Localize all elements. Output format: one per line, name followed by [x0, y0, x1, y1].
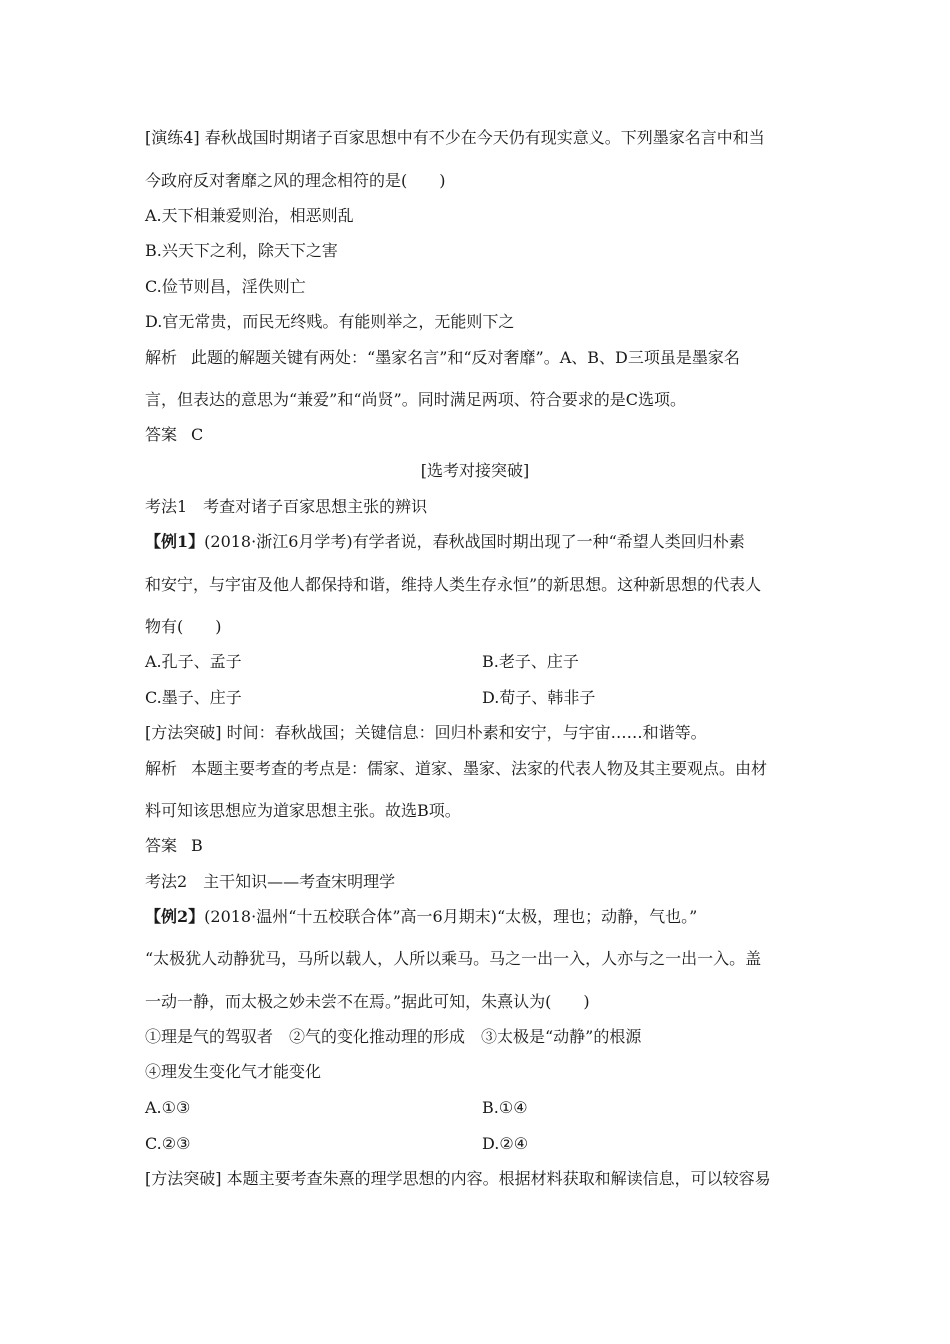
drill4-stem-line1: [演练4] 春秋战国时期诸子百家思想中有不少在今天仍有现实意义。下列墨家名言中和当: [145, 128, 765, 147]
example1-analysis-line1: [145, 758, 767, 780]
answer-label: 答案: [145, 425, 178, 444]
example1-analysis-line2: 料可知该思想应为道家思想主张。故选B项。: [145, 801, 461, 820]
example1-stem-line3: 物有( ): [145, 617, 222, 636]
example1-option-c: C.墨子、庄子: [145, 688, 242, 707]
method2-heading: 考法2 主干知识——考查宋明理学: [145, 872, 396, 891]
answer-value: B: [191, 836, 203, 855]
drill4-option-a: A.天下相兼爱则治，相恶则乱: [145, 206, 354, 225]
example1-method: [方法突破] 时间：春秋战国；关键信息：回归朴素和安宁，与宇宙……和谐等。: [145, 723, 707, 742]
answer-value: C: [191, 425, 204, 444]
analysis-label: 解析: [145, 348, 178, 367]
analysis-text: 本题主要考查的考点是：儒家、道家、墨家、法家的代表人物及其主要观点。由材: [191, 759, 768, 778]
analysis-label: 解析: [145, 759, 178, 778]
example2-method: [方法突破] 本题主要考查朱熹的理学思想的内容。根据材料获取和解读信息，可以较容易: [145, 1169, 771, 1188]
drill4-option-d: D.官无常贵，而民无终贱。有能则举之，无能则下之: [145, 312, 515, 331]
example2-stem-line2: “太极犹人动静犹马，马所以载人，人所以乘马。马之一出一入，人亦与之一出一入。盖: [145, 949, 762, 968]
example2-stem-line1: [145, 906, 697, 928]
example1-stem: (2018·浙江6月学考)有学者说，春秋战国时期出现了一种“希望人类回归朴素: [204, 532, 745, 551]
drill4-answer: [145, 424, 203, 446]
example1-stem-line2: 和安宁，与宇宙及他人都保持和谐，维持人类生存永恒”的新思想。这种新思想的代表人: [145, 575, 762, 594]
example1-option-d: D.荀子、韩非子: [482, 688, 596, 707]
example2-stem-line3: 一动一静，而太极之妙未尝不在焉。”据此可知，朱熹认为( ): [145, 992, 590, 1011]
method1-heading: 考法1 考查对诸子百家思想主张的辨识: [145, 497, 428, 516]
drill4-option-b: B.兴天下之利，除天下之害: [145, 241, 338, 260]
example1-answer: [145, 835, 203, 857]
example2-option-b: B.①④: [482, 1098, 528, 1117]
example2-option-c: C.②③: [145, 1134, 191, 1153]
drill4-option-c: C.俭节则昌，淫佚则亡: [145, 277, 306, 296]
example2-statements-line2: ④理发生变化气才能变化: [145, 1062, 322, 1081]
example1-stem-line1: [145, 531, 745, 553]
analysis-text: 此题的解题关键有两处：“墨家名言”和“反对奢靡”。A、B、D三项虽是墨家名: [191, 348, 740, 367]
example2-option-a: A.①③: [145, 1098, 191, 1117]
example2-option-d: D.②④: [482, 1134, 529, 1153]
section-title: [选考对接突破]: [420, 461, 530, 480]
answer-label: 答案: [145, 836, 178, 855]
example2-statements-line1: ①理是气的驾驭者 ②气的变化推动理的形成 ③太极是“动静”的根源: [145, 1027, 642, 1046]
example2-tag: 【例2】: [145, 907, 205, 926]
drill4-analysis-line2: 言，但表达的意思为“兼爱”和“尚贤”。同时满足两项、符合要求的是C选项。: [145, 390, 686, 409]
example1-tag: 【例1】: [145, 532, 205, 551]
example2-stem: (2018·温州“十五校联合体”高一6月期末)“太极，理也；动静，气也。”: [204, 907, 698, 926]
example1-option-b: B.老子、庄子: [482, 652, 579, 671]
drill4-analysis-line1: [145, 347, 740, 369]
drill4-stem-line2: 今政府反对奢靡之风的理念相符的是( ): [145, 171, 446, 190]
example1-option-a: A.孔子、孟子: [145, 652, 242, 671]
